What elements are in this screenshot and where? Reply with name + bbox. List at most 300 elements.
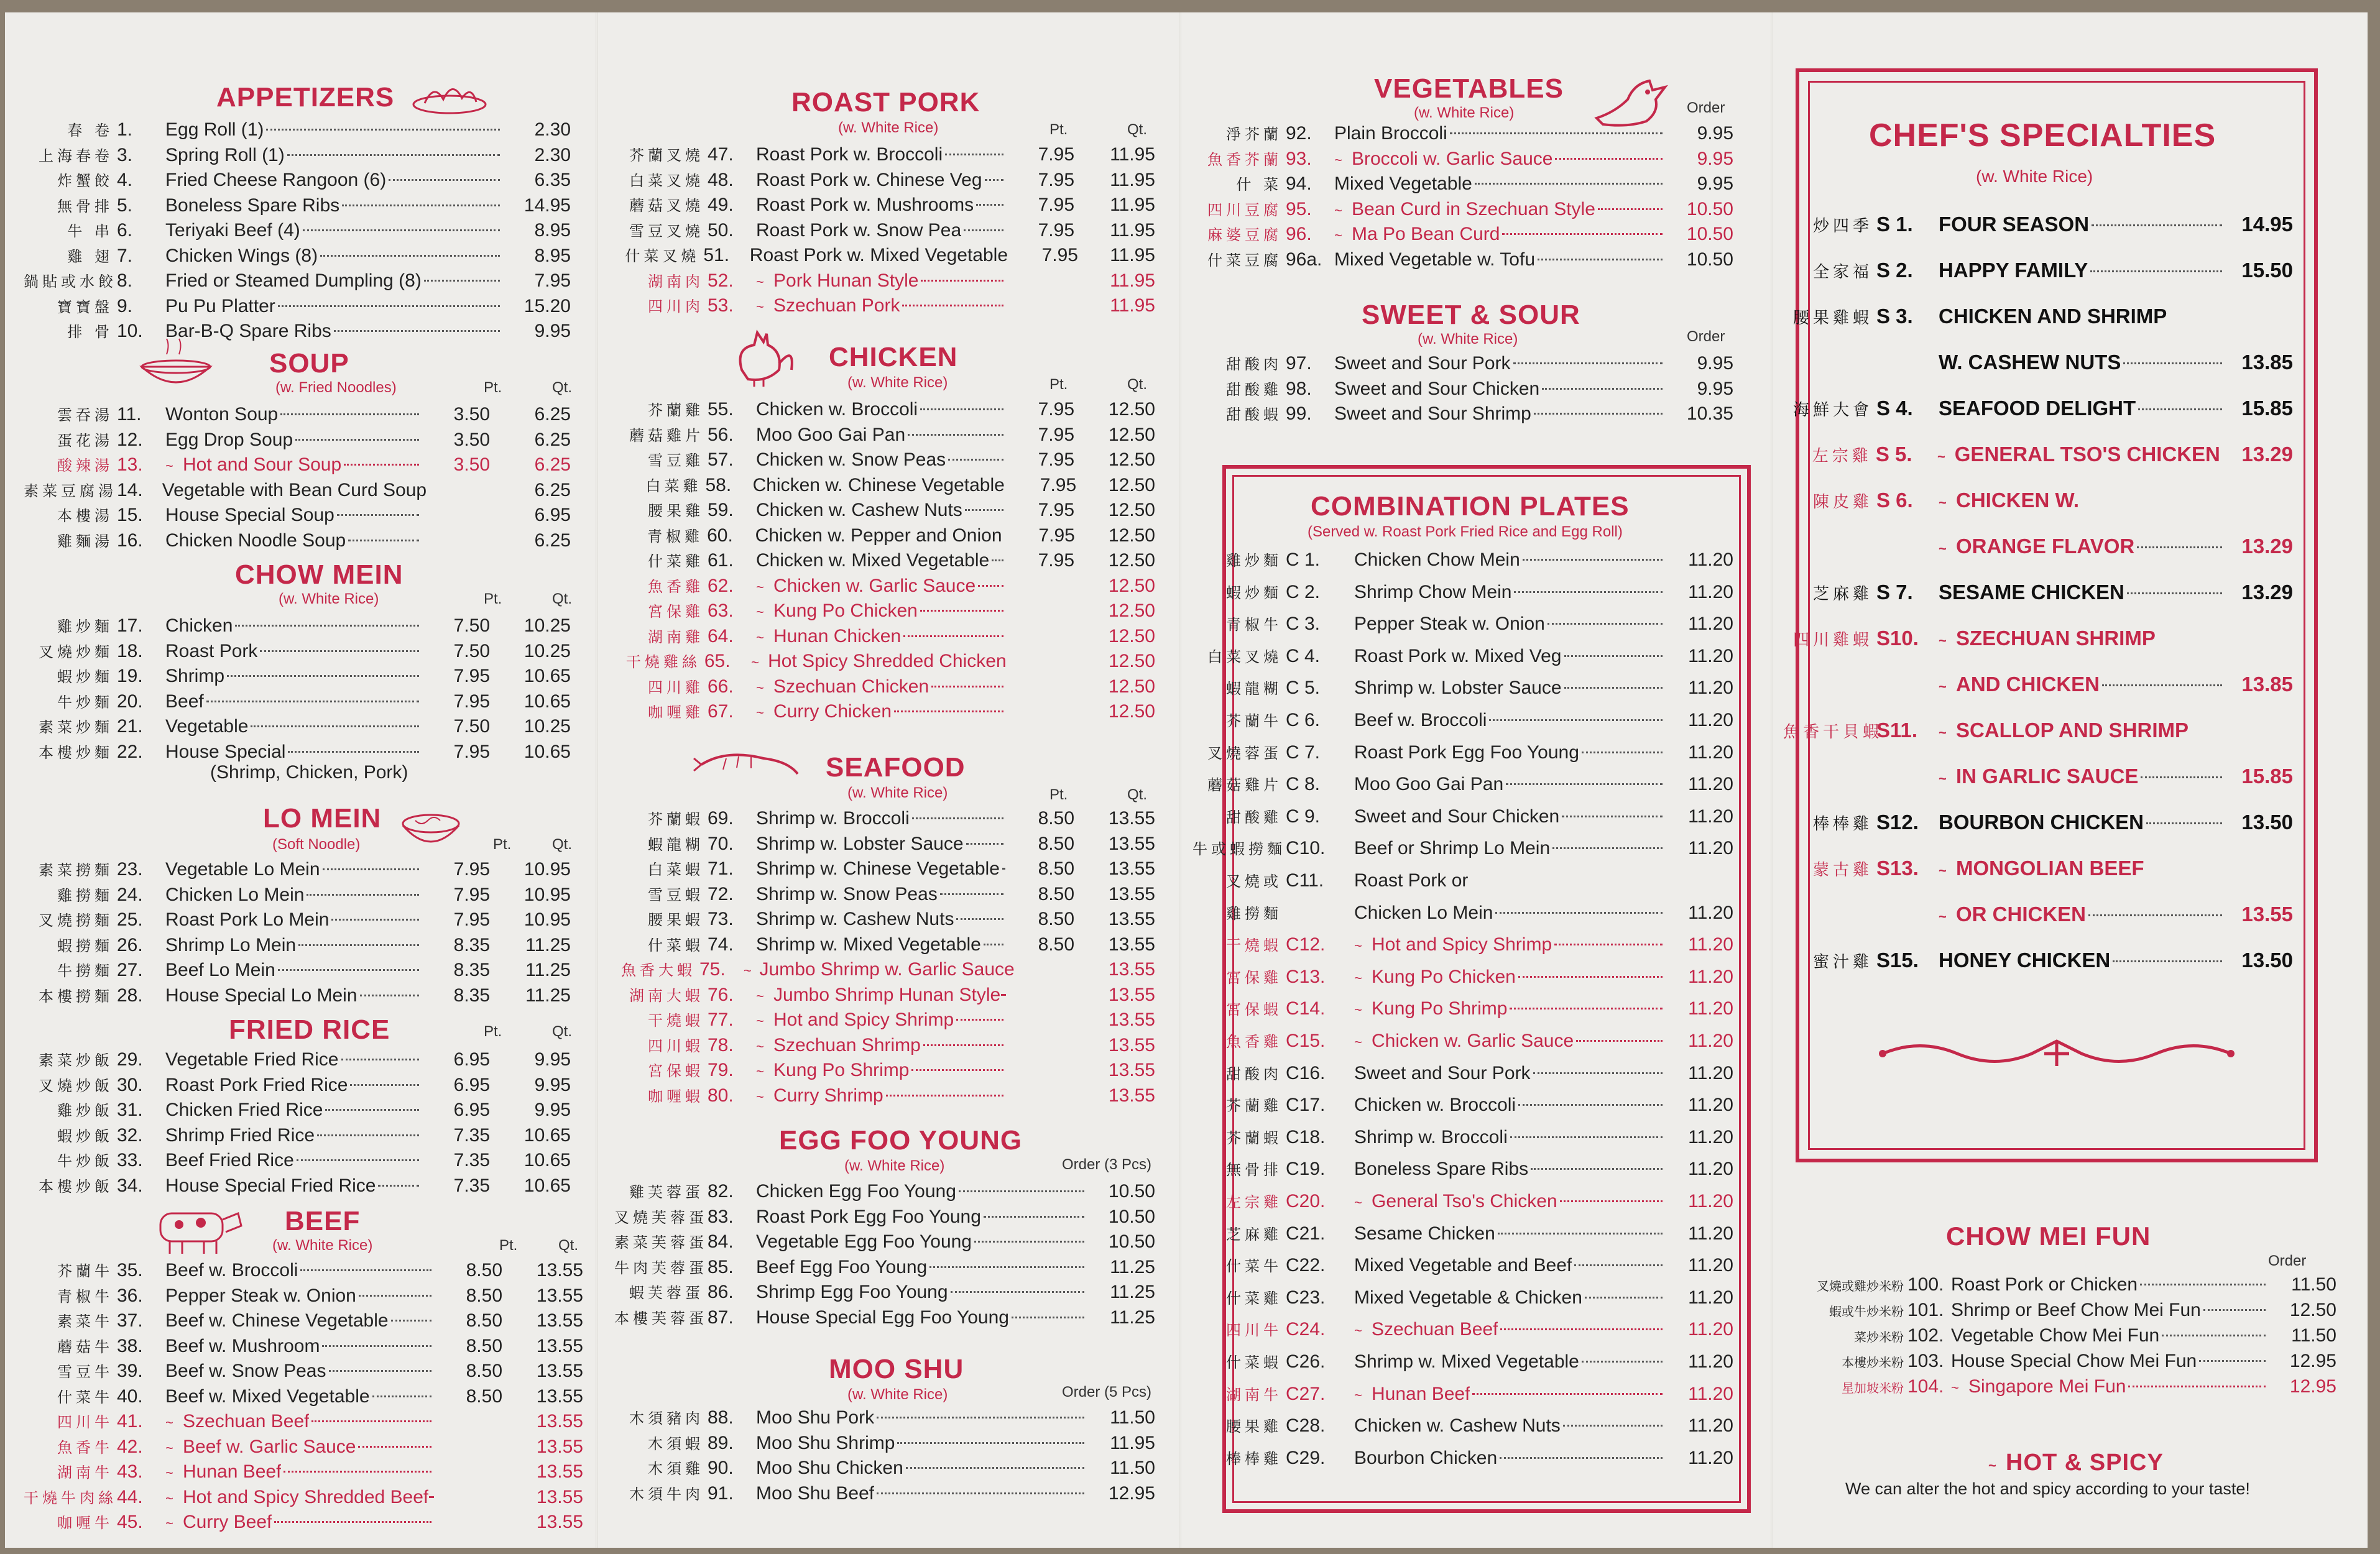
item-price-quart: 10.25 [524,640,571,661]
item-number: 102. [1907,1325,1944,1346]
dot-leader [886,1095,1003,1097]
menu-item [1192,1350,1733,1374]
menu-item [614,1205,1155,1229]
chili-pepper-icon: ~ [165,1440,173,1456]
item-chinese-name: 芥蘭牛 [57,1262,113,1280]
chef-specialties-inner-frame [1808,81,2305,1150]
item-price-quart: 11.25 [525,934,571,955]
item-price-pint: 7.95 [1038,500,1074,520]
item-name: ORANGE FLAVOR [1956,535,2135,558]
item-number: C24. [1286,1319,1326,1340]
menu-item [24,934,571,957]
item-number: 11. [117,404,142,425]
item-name: Boneless Spare Ribs [165,195,340,216]
item-name: Szechuan Shrimp [773,1034,921,1055]
item-number: 28. [117,985,143,1006]
dot-leader [341,1059,420,1060]
item-chinese-name: 本樓芙蓉蛋 [614,1309,708,1327]
item-name: Roast Pork w. Mushrooms [756,195,974,215]
dot-leader [266,129,500,131]
item-number: S15. [1876,949,1919,972]
chili-pepper-icon: ~ [756,629,764,645]
column-header-pt: Pt. [1049,121,1068,138]
item-price: 11.20 [1688,614,1733,635]
item-chinese-name: 干燒牛肉絲 [24,1489,117,1507]
item-price-quart: 13.55 [536,1436,583,1457]
menu-item [1783,811,2293,838]
item-chinese-name: 宮保蝦 [648,1062,704,1080]
item-name: Chicken w. Cashew Nuts [1354,1415,1561,1437]
menu-item [1192,612,1733,636]
item-price-quart: 13.55 [1108,808,1155,829]
item-chinese-name: 雞炒麵 [1226,552,1282,569]
section-title-beef: BEEF [285,1206,361,1236]
item-price-pint: 8.35 [453,960,490,980]
item-name: Pepper Steak w. Onion [165,1285,356,1306]
chili-pepper-icon: ~ [1939,633,1947,648]
item-price-pint: 7.35 [453,1175,490,1196]
item-price: 10.50 [1686,224,1733,244]
dot-leader [2090,270,2222,272]
menu-item [614,448,1155,472]
chili-pepper-icon: ~ [1939,725,1947,740]
dot-leader [311,1420,431,1422]
item-number: 85. [708,1256,734,1277]
dot-leader [956,1019,1003,1021]
item-price-pint: 8.35 [453,934,490,955]
item-name: Hunan Beef [183,1461,282,1482]
item-number: 94. [1286,173,1312,194]
item-chinese-name: 青椒雞 [647,527,704,545]
item-name: Moo Goo Gai Pan [756,424,906,445]
item-chinese-name: 無骨排 [57,197,113,215]
item-number: S 1. [1876,213,1913,236]
menu-item [614,499,1155,522]
item-chinese-name: 雪豆雞 [648,452,704,469]
hot-and-spicy-note: We can alter the hot and spicy according to your taste! [1845,1479,2250,1498]
chili-pepper-icon: ~ [165,1490,173,1506]
menu-item [24,908,571,932]
menu-item [1192,1382,1733,1406]
item-name: Roast Pork or Chicken [1951,1274,2138,1295]
menu-item [1783,397,2293,424]
dot-leader [360,995,419,996]
menu-item [1783,1300,2336,1323]
menu-item [614,474,1155,497]
cow-illustration [142,1201,247,1257]
item-chinese-name: 青椒牛 [1226,616,1282,634]
item-name: Chicken w. Garlic Sauce [773,575,976,596]
item-name: General Tso's Chicken [1372,1191,1557,1211]
item-number: 26. [117,934,143,955]
item-name: House Special Soup [165,505,334,525]
item-price-quart: 10.65 [524,1124,571,1146]
chili-pepper-icon: ~ [1937,449,1945,464]
item-name: House Special Fried Rice [165,1175,376,1196]
item-chinese-name: 蛋花湯 [57,431,113,449]
menu-item [614,832,1155,856]
item-chinese-name: 蝦炒飯 [57,1127,113,1145]
item-price-pint: 8.50 [466,1260,502,1280]
column-header-pt: Pt. [1049,376,1068,393]
item-price-pint: 7.35 [453,1150,490,1170]
item-price: 11.20 [1688,1159,1733,1180]
item-name: Hot and Spicy Shrimp [1372,934,1552,955]
item-price-pint: 7.50 [453,716,490,737]
item-price: 11.20 [1688,1062,1733,1083]
item-price-pint: 6.95 [453,1100,490,1120]
item-chinese-name: 叉燒芙蓉蛋 [614,1208,708,1226]
item-price: 11.50 [1110,1458,1155,1478]
menu-item [614,857,1155,881]
item-chinese-name: 咖喱蝦 [648,1087,704,1105]
dot-leader [298,944,419,946]
item-number: C12. [1286,934,1326,955]
item-number: 32. [117,1124,143,1146]
item-number: 78. [708,1034,734,1055]
item-price: 11.20 [1688,998,1733,1019]
item-chinese-name: 四川牛 [1226,1322,1282,1340]
item-price: 15.85 [2241,765,2293,788]
item-number: 35. [117,1260,143,1280]
item-price: 11.20 [1688,934,1733,955]
item-name: Szechuan Beef [1372,1319,1498,1340]
item-name: Roast Pork w. Snow Pea [756,219,962,241]
menu-item [1192,965,1733,989]
section-subtitle: (w. White Rice) [1418,331,1518,347]
item-chinese-name: 牛炒飯 [57,1152,113,1170]
item-number: C23. [1286,1287,1326,1308]
item-price: 15.85 [2241,397,2293,420]
item-name: Kung Po Chicken [1372,966,1516,987]
dot-leader [903,635,1003,637]
menu-item [614,398,1155,421]
item-number: 82. [708,1181,734,1202]
item-price: 6.35 [534,170,571,190]
menu-item [24,1486,583,1509]
item-name: Shrimp w. Cashew Nuts [756,909,954,929]
item-name: Sweet and Sour Pork [1334,353,1511,374]
dot-leader [1547,623,1663,625]
chili-pepper-icon: ~ [756,299,764,315]
dot-leader [1513,362,1663,364]
menu-item [1192,837,1733,860]
item-number: 52. [708,270,734,291]
dot-leader [325,1109,419,1111]
item-price: 8.95 [534,245,571,266]
item-price: 11.25 [1110,1307,1155,1328]
item-number: 53. [708,295,734,316]
hot-and-spicy-title [1988,1450,2164,1476]
menu-item [1192,933,1733,957]
item-name: Vegetable Fried Rice [165,1049,339,1070]
item-price: 10.50 [1686,198,1733,219]
item-name: SCALLOP AND SHRIMP [1956,719,2189,742]
item-chinese-name: 宮保雞 [1226,968,1282,986]
menu-item [1783,949,2293,976]
item-chinese-name: 蝦炒麵 [57,668,113,686]
item-price-quart: 11.95 [1110,270,1155,291]
dot-leader [877,1417,1084,1418]
dot-leader [964,229,1003,231]
item-name: Mixed Vegetable & Chicken [1354,1287,1582,1308]
chili-pepper-icon: ~ [1354,1002,1362,1018]
item-price: 13.50 [2241,949,2293,972]
item-price-pint: 7.95 [1038,449,1074,470]
dot-leader [1498,1233,1663,1234]
item-number: 61. [708,550,734,571]
dot-leader [897,1442,1084,1444]
menu-item [1783,765,2293,792]
dot-leader [1495,912,1663,914]
panel-4 [1783,12,2361,1548]
item-chinese-name: 炸蟹餃 [57,172,113,190]
item-name: Egg Drop Soup [165,429,293,450]
item-chinese-name: 木須雞 [648,1460,704,1478]
dot-leader [287,154,500,156]
dot-leader [1506,783,1663,785]
section-subtitle: (w. White Rice) [847,784,948,801]
item-price-pint: 8.50 [466,1386,502,1407]
item-chinese-name: 蘑菇雞片 [629,426,704,444]
menu-item [24,295,571,318]
item-chinese-name: 芥蘭蝦 [648,811,704,828]
item-number: 47. [708,144,734,165]
item-name: Hunan Beef [1372,1383,1470,1404]
dot-leader [2127,592,2222,594]
panel-2 [614,12,1161,1548]
item-chinese-name: 本樓撈麵 [39,987,113,1005]
chili-pepper-icon: ~ [1939,679,1947,694]
item-price: 12.95 [2289,1351,2336,1371]
dot-leader [912,817,1003,819]
item-chinese-name: 白菜雞 [645,477,702,495]
dot-leader [1574,1264,1663,1266]
dot-leader [1450,132,1663,134]
chili-pepper-icon: ~ [756,604,764,620]
item-price-pint: 7.95 [1038,399,1074,420]
menu-item [1192,122,1733,145]
item-price: 11.50 [1110,1407,1155,1428]
item-number: 13. [117,454,143,475]
item-name: Roast Pork Egg Foo Young [756,1206,981,1227]
dot-leader [2146,822,2222,824]
section-subtitle: (Served w. Roast Pork Fried Rice and Egg Roll) [1308,523,1623,540]
item-price: 11.20 [1688,549,1733,570]
item-price-pint: 3.50 [453,454,490,475]
menu-item [614,983,1155,1007]
item-price-pint: 7.95 [1038,525,1075,546]
item-name: Sweet and Sour Chicken [1354,806,1560,827]
item-name: Bourbon Chicken [1354,1447,1498,1468]
dot-leader [344,464,419,466]
item-name: Beef Lo Mein [165,960,275,980]
item-chinese-name: 蘑菇牛 [57,1338,113,1356]
item-price-quart: 13.55 [1108,959,1155,980]
item-number: 16. [117,530,143,551]
item-number: 44. [117,1486,143,1507]
item-name: House Special Chow Mei Fun [1951,1351,2197,1371]
dot-leader [280,413,419,415]
chili-pepper-icon: ~ [1354,970,1362,986]
dot-leader [1552,847,1663,849]
item-number: C 3. [1286,614,1321,635]
item-number: 66. [708,676,734,697]
menu-item [1192,1126,1733,1149]
section-subtitle: (w. Fried Noodles) [275,379,397,396]
item-chinese-name: 干燒蝦 [648,1012,704,1029]
item-price-pint: 8.50 [466,1335,502,1356]
section-title-appetizers: APPETIZERS [216,82,395,113]
column-header-qt: Qt. [552,836,573,853]
item-chinese-name: 本樓炒麵 [39,743,113,761]
section-title-sweet-and-sour: SWEET & SOUR [1362,300,1580,330]
item-chinese-name: 雲吞湯 [57,407,113,424]
item-number: 5. [117,195,133,216]
item-number: 45. [117,1512,143,1532]
item-price-quart: 12.50 [1108,474,1155,495]
item-number: C 4. [1286,645,1321,666]
dot-leader [2138,408,2222,410]
menu-item [614,168,1155,192]
item-price: 11.20 [1688,838,1733,859]
item-number: 15. [117,505,143,525]
menu-paper [5,12,2368,1548]
item-number: 96a. [1286,249,1322,270]
item-chinese-name: 四川豆腐 [1207,201,1282,219]
item-price-quart: 13.55 [1108,1034,1155,1055]
dot-leader [1563,1425,1663,1427]
item-name: Roast Pork or [1354,870,1469,891]
item-price: 15.20 [524,295,571,316]
column-header-qt: Qt. [1127,786,1148,803]
item-number: 73. [708,909,734,929]
item-number: 91. [708,1483,734,1504]
item-chinese-name: 腰果雞 [1226,1418,1282,1436]
dot-leader [372,1395,431,1397]
item-number: C14. [1286,998,1326,1019]
item-name: Shrimp w. Broccoli [1354,1126,1508,1147]
item-number: 89. [708,1432,734,1453]
item-name: Vegetable with Bean Curd Soup [162,479,427,500]
dot-leader [1576,1040,1663,1042]
item-price-pint: 8.50 [466,1285,502,1306]
menu-item [614,574,1155,598]
chili-pepper-icon: ~ [165,1515,173,1531]
item-price: 2.30 [534,119,571,140]
item-price-quart: 6.25 [534,454,571,475]
item-name: Roast Pork w. Chinese Veg [756,169,982,190]
item-name: Shrimp [165,666,225,686]
dot-leader [2137,546,2222,548]
menu-item [24,403,571,426]
item-number: 40. [117,1386,143,1407]
item-chinese-name: 干燒雞絲 [625,653,701,671]
item-price: 9.95 [1697,353,1733,374]
dot-leader [320,255,500,257]
item-price-quart: 11.95 [1110,245,1155,265]
item-chinese-name: 魚香牛 [57,1438,113,1456]
item-name: Chicken w. Broccoli [1354,1095,1516,1116]
menu-item [1783,351,2293,378]
menu-item [24,1510,583,1534]
item-number: 42. [117,1436,143,1457]
chili-pepper-icon: ~ [1354,1034,1362,1050]
column-header-order: Order (3 Pcs) [1062,1156,1152,1173]
item-name: IN GARLIC SAUCE [1956,765,2139,788]
item-chinese-name: 雞炒飯 [57,1102,113,1120]
menu-item [1192,1222,1733,1246]
menu-item [614,933,1155,957]
item-name: Jumbo Shrimp Hunan Style [773,984,1001,1005]
item-price-quart: 6.25 [534,404,571,425]
item-name: Beef [165,691,204,712]
item-chinese-name: 雪豆叉燒 [629,222,704,240]
item-name: Chicken w. Pepper and Onion [755,525,1002,546]
item-chinese-name: 蘑菇雞片 [1207,776,1282,794]
dot-leader [959,1190,1084,1192]
column-header-pt: Pt. [484,591,502,607]
item-chinese-name: 木須豬肉 [629,1410,704,1427]
dot-leader [940,893,1003,895]
item-chinese-name: 四川牛 [57,1414,113,1431]
menu-item [24,1259,583,1282]
item-price-quart: 10.25 [524,716,571,737]
item-number: 22. [117,741,143,762]
menu-item [24,529,571,553]
item-number: 99. [1286,403,1312,424]
item-name: Fried or Steamed Dumpling (8) [165,270,422,291]
item-chinese-name: 陳皮雞 [1812,493,1873,512]
dot-leader [956,918,1003,920]
item-name: Shrimp Fried Rice [165,1124,315,1146]
item-price-pint: 8.50 [466,1361,502,1381]
dot-leader [389,179,500,181]
item-name: Shrimp w. Snow Peas [756,883,938,904]
item-price: 14.95 [524,195,571,216]
item-name: Shrimp w. Chinese Vegetable [756,858,1000,879]
dot-leader [1531,1168,1663,1170]
chili-pepper-icon: ~ [1988,1458,1997,1473]
dot-leader [1542,388,1663,390]
item-chinese-name: 魚香干貝蝦 [1783,723,1883,742]
item-price-quart: 11.95 [1110,219,1155,241]
dot-leader [911,1069,1003,1071]
item-chinese-name: 蝦炒麵 [1226,584,1282,602]
item-chinese-name: 白菜蝦 [648,861,704,878]
section-subtitle: (w. White Rice) [279,591,379,607]
item-chinese-name: 芥蘭蝦 [1226,1129,1282,1147]
item-price: 11.20 [1688,1447,1733,1468]
item-chinese-name: 雪豆蝦 [648,886,704,904]
menu-item [24,1174,571,1198]
item-number: 83. [708,1206,734,1227]
item-price: 11.20 [1688,1191,1733,1211]
item-chinese-name: 什菜豆腐 [1207,251,1282,269]
dot-leader [1538,259,1663,260]
item-name: Bean Curd in Szechuan Style [1352,198,1595,219]
item-price-quart: 10.95 [524,859,571,880]
item-name: Beef Egg Foo Young [756,1256,928,1277]
item-price-quart: 6.25 [534,479,571,500]
item-price: 9.95 [1697,173,1733,194]
menu-item [1192,1190,1733,1213]
item-number: 69. [708,808,734,829]
item-chinese-name: 素菜撈麵 [39,862,113,879]
menu-item [24,428,571,452]
item-number: 21. [117,716,143,737]
column-header-order: Order (5 Pcs) [1062,1384,1152,1400]
